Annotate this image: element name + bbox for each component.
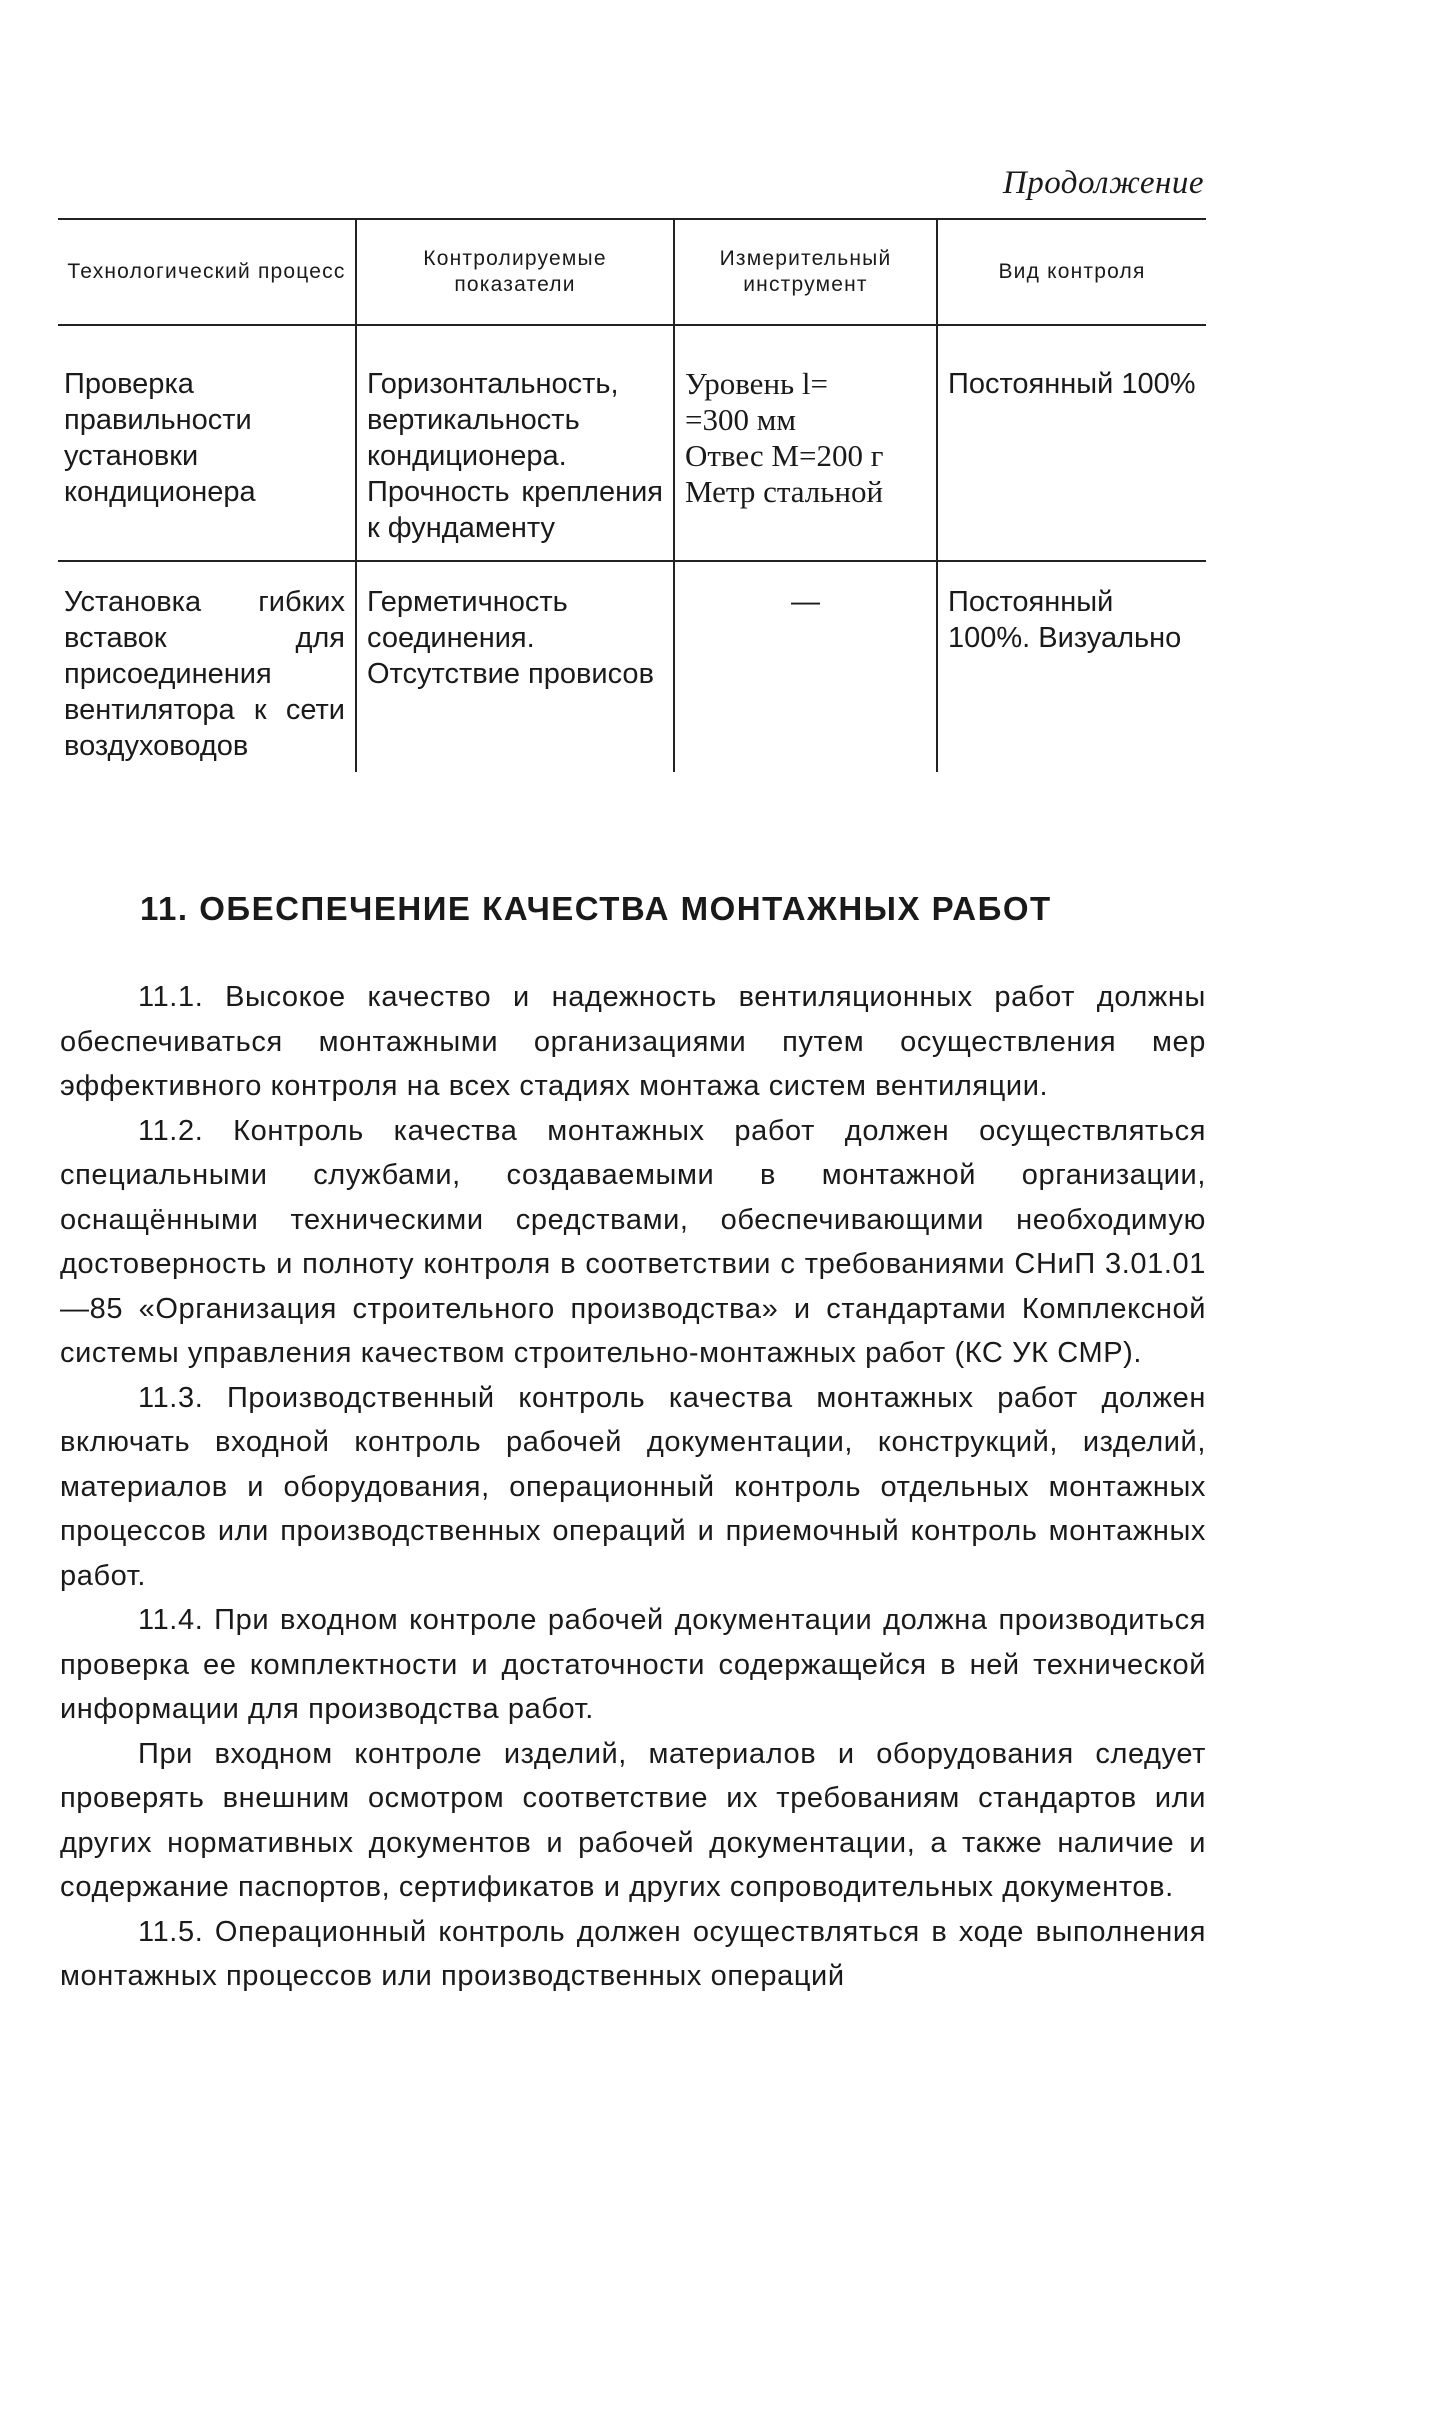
paragraph: 11.2. Контроль качества монтажных работ должен осуществляться специальными службами, создаваемыми в монтажной организации, оснащёнными техническими средствами, обеспечивающими необходимую достоверность и полноту контроля в соответствии с требованиями СНиП 3.01.01—85 «Организация строительного производства» и стандартами Комплексной системы управления качеством строительно-монтажных работ (КС УК СМР). [60,1114,1206,1369]
header-indicators: Контролируемые показатели [356,219,674,325]
section-title: 11. ОБЕСПЕЧЕНИЕ КАЧЕСТВА МОНТАЖНЫХ РАБОТ [140,890,1052,927]
cell-instrument: — [674,561,937,772]
instrument-line: =300 мм [685,402,796,437]
paragraph: 11.3. Производственный контроль качества монтажных работ должен включать входной контроль рабочей документации, конструкций, изделий, материалов и оборудования, операционный контроль отдельных монтажных процессов или производственных операций и приемочный контроль монтажных работ. [60,1381,1206,1592]
paragraph: 11.4. При входном контроле рабочей документации должна производиться проверка ее комплектности и достаточности содержащейся в ней технической информации для производства работ. [60,1604,1206,1725]
header-process: Технологический процесс [58,219,356,325]
instrument-line: Отвес М=200 г [685,438,884,473]
header-control-type: Вид контроля [937,219,1206,325]
paragraph: 11.5. Операционный контроль должен осуществляться в ходе выполнения монтажных процессов или производственных операций [60,1915,1206,1992]
continuation-label: Продолжение [1002,165,1204,201]
cell-process: Проверка правильности установки кондиционера [64,368,256,508]
paragraph: При входном контроле изделий, материалов и оборудования следует проверять внешним осмотром соответствие их требованиям стандартов или других нормативных документов и рабочей документации, а также наличие и содержание паспортов, сертификатов и других сопроводительных документов. [60,1737,1206,1903]
control-table [58,218,1206,772]
table-row [58,561,1206,772]
cell-control-type: Постоянный 100% [937,325,1206,561]
section-body [60,975,1206,1999]
cell-indicators: Герметичность соединения. Отсутствие провисов [356,561,674,772]
cell-instrument [674,325,937,561]
instrument-line: Метр стальной [685,474,884,509]
table-header-row [58,219,1206,325]
cell-control-type: Постоянный 100%. Визуально [937,561,1206,772]
cell-indicators: Горизонтальность, вертикальность кондиционера. Прочность крепления к фундаменту [356,325,674,561]
paragraph: 11.1. Высокое качество и надежность вентиляционных работ должны обеспечиваться монтажными организациями путем осуществления мер эффективного контроля на всех стадиях монтажа систем вентиляции. [60,981,1206,1102]
cell-process: Установка гибких вставок для присоединения вентилятора к сети воздуховодов [58,561,356,772]
header-instrument: Измерительный инструмент [674,219,937,325]
instrument-line: Уровень l= [685,366,829,401]
table-row [58,325,1206,561]
